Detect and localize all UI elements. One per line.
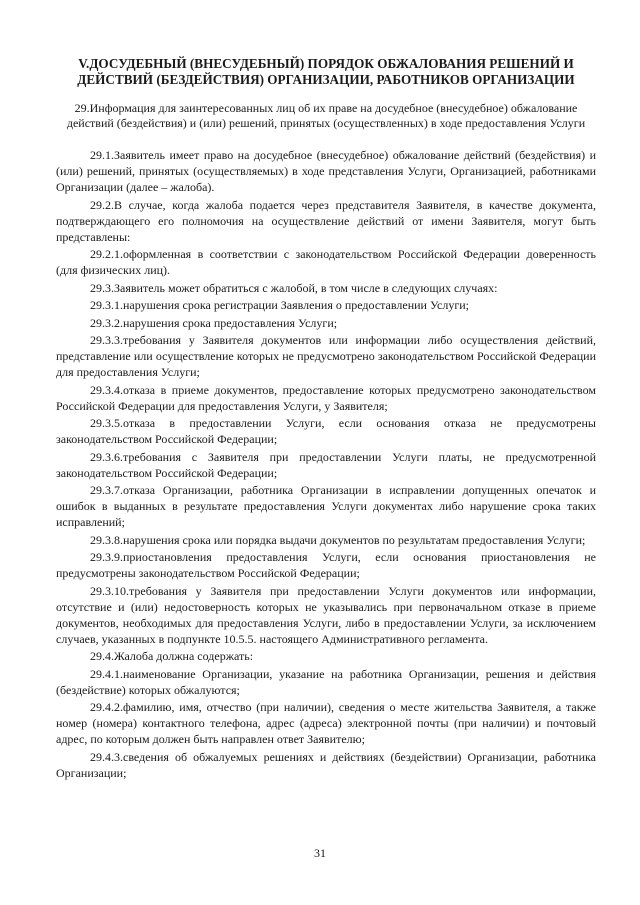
page-number: 31 bbox=[314, 846, 326, 860]
paragraph: 29.3.8.нарушения срока или порядка выдачи документов по результатам предоставления Услуги; bbox=[90, 532, 586, 547]
paragraph: 29.3.5.отказа в предоставлении Услуги, если основания отказа не предусмотрены законодательством Российской Федерации; bbox=[56, 416, 596, 446]
paragraph: 29.2.1.оформленная в соответствии с законодательством Российской Федерации доверенность (для физических лиц). bbox=[56, 247, 596, 277]
paragraph: 29.4.3.сведения об обжалуемых решениях и действиях (бездействии) Организации, работника Организации; bbox=[56, 749, 596, 780]
paragraph: 29.3.9.приостановления предоставления Услуги, если основания приостановления не предусмотрены законодательством Российской Федерации; bbox=[56, 550, 596, 580]
paragraph: 29.3.1.нарушения срока регистрации Заявления о предоставлении Услуги; bbox=[90, 298, 470, 312]
paragraph: 29.4.2.фамилию, имя, отчество (при наличии), сведения о месте жительства Заявителя, а также номер (номера) контактного телефона, адрес (адреса) электронной почты (при наличии) и почтовый адрес, по которым должен быть направлен ответ Заявителю; bbox=[56, 700, 596, 746]
document-body bbox=[56, 147, 596, 781]
paragraph: 29.3.4.отказа в приеме документов, предоставление которых предусмотрено законодательством Российской Федерации для предоставления Услуги, у Заявителя; bbox=[56, 382, 596, 413]
paragraph: 29.4.1.наименование Организации, указание на работника Организации, решения и действия (бездействие) которых обжалуются; bbox=[56, 666, 596, 697]
paragraph: 29.1.Заявитель имеет право на досудебное (внесудебное) обжалование действий (бездействия) и (или) решений, принятых (осуществляемых) в ходе представления Услуги, Организацией, работниками Организации (далее – жалоба). bbox=[56, 148, 596, 194]
section-subheading: 29.Информация для заинтересованных лиц об их праве на досудебное (внесудебное) обжалование действий (бездействия) и (или) решений, принятых (осуществленных) в ходе предоставления Услуги bbox=[66, 101, 586, 130]
paragraph: 29.4.Жалоба должна содержать: bbox=[90, 649, 254, 663]
paragraph: 29.3.Заявитель может обратиться с жалобой, в том числе в следующих случаях: bbox=[90, 280, 498, 295]
paragraph: 29.3.7.отказа Организации, работника Организации в исправлении допущенных опечаток и ошибок в выданных в результате предоставления Услуги документах либо нарушение срока таких исправлений; bbox=[56, 483, 596, 529]
paragraph: 29.3.6.требования с Заявителя при предоставлении Услуги платы, не предусмотренной законодательством Российской Федерации; bbox=[56, 449, 596, 480]
paragraph: 29.3.3.требования у Заявителя документов или информации либо осуществления действий, представление или осуществление которых не предусмотрено законодательством Российской Федерации для предоставления Услуги; bbox=[56, 333, 596, 379]
paragraph: 29.3.2.нарушения срока предоставления Услуги; bbox=[90, 315, 338, 330]
paragraph: 29.3.10.требования у Заявителя при предоставлении Услуги документов или информации, отсутствие и (или) недостоверность которых не указывались при первоначальном отказе в приеме документов, необходимых для предоставления Услуги, либо в предоставлении Услуги, за исключением случаев, указанных в подпункте 10.5.5. настоящего Административного регламента. bbox=[56, 583, 596, 646]
document-page bbox=[56, 56, 596, 782]
paragraph: 29.2.В случае, когда жалоба подается через представителя Заявителя, в качестве документа, подтверждающего его полномочия на осуществление действий от имени Заявителя, могут быть представлены: bbox=[56, 197, 596, 244]
section-heading: V.ДОСУДЕБНЫЙ (ВНЕСУДЕБНЫЙ) ПОРЯДОК ОБЖАЛОВАНИЯ РЕШЕНИЙ И ДЕЙСТВИЙ (БЕЗДЕЙСТВИЯ) ОРГАНИЗАЦИИ, РАБОТНИКОВ ОРГАНИЗАЦИИ bbox=[77, 56, 575, 87]
